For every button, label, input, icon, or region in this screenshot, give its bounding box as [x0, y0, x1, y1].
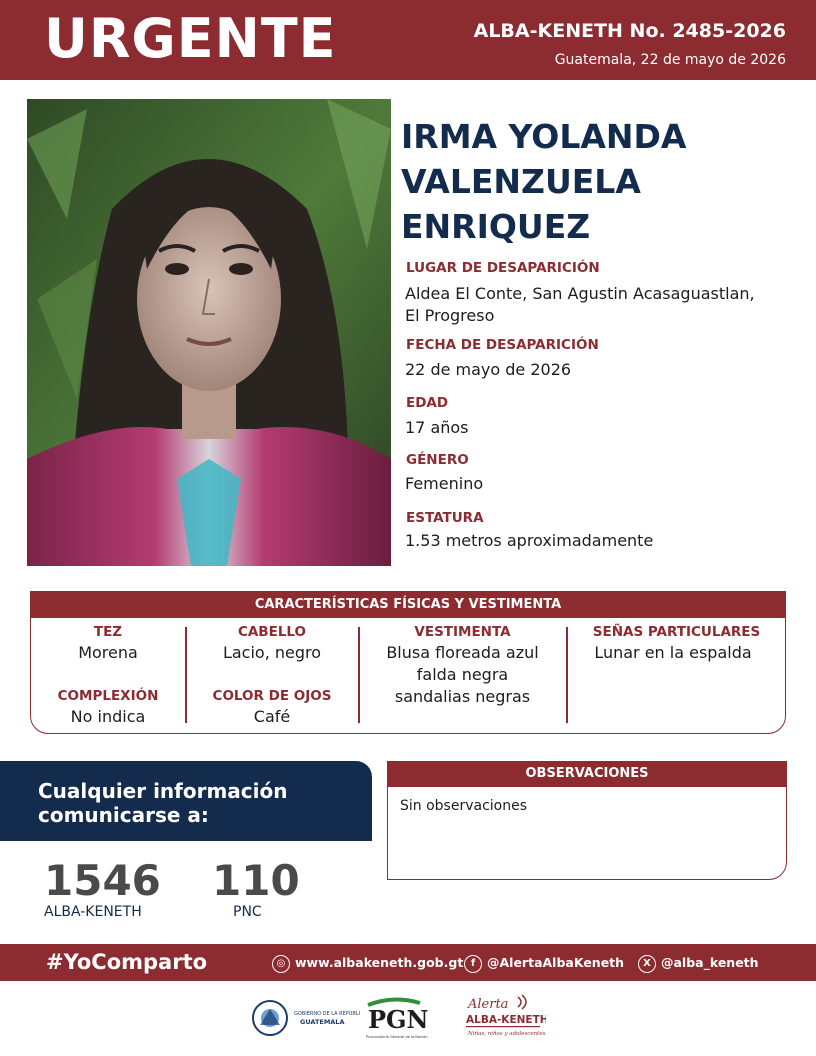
eye-color-label: COLOR DE OJOS	[212, 688, 332, 704]
gender-label: GÉNERO	[406, 452, 469, 468]
observations-title: OBSERVACIONES	[387, 761, 787, 787]
hair-label: CABELLO	[237, 624, 307, 640]
hashtag: #YoComparto	[46, 950, 208, 974]
contact-line-1: Cualquier información	[38, 779, 288, 803]
observations-text: Sin observaciones	[400, 798, 528, 814]
height-label: ESTATURA	[406, 510, 484, 526]
place-value	[405, 283, 805, 327]
website-link[interactable]	[272, 952, 463, 974]
place-label: LUGAR DE DESAPARICIÓN	[406, 260, 600, 276]
height-value: 1.53 metros aproximadamente	[405, 531, 654, 550]
clothing-line-1: Blusa floreada azul	[386, 643, 539, 662]
clothing-label: VESTIMENTA	[414, 624, 511, 640]
pgn-logo	[364, 995, 446, 1041]
portrait-illustration	[27, 99, 391, 566]
clothing-value	[359, 642, 566, 708]
website-text: www.albakeneth.gob.gt	[295, 955, 464, 970]
phone-number-alba-keneth[interactable]: 1546	[44, 856, 161, 905]
pgn-subtext: Procuraduría General de la Nación	[366, 1035, 428, 1039]
phone-label-pnc: PNC	[233, 904, 262, 920]
distinguishing-marks-value: Lunar en la espalda	[594, 643, 752, 662]
complexion-label: COMPLEXIÓN	[57, 688, 159, 704]
age-value: 17 años	[405, 418, 469, 437]
guatemala-government-logo	[250, 995, 360, 1041]
contact-line-2: comunicarse a:	[38, 803, 209, 827]
x-link[interactable]	[638, 952, 759, 974]
age-label: EDAD	[406, 395, 449, 411]
alert-place-date: Guatemala, 22 de mayo de 2026	[554, 52, 786, 68]
characteristics-title: CARACTERÍSTICAS FÍSICAS Y VESTIMENTA	[30, 591, 786, 618]
tez-value: Morena	[78, 643, 138, 662]
ak-name-text: ALBA-KENETH	[466, 1014, 546, 1026]
phone-number-pnc[interactable]: 110	[212, 856, 300, 905]
complexion-value: No indica	[70, 707, 146, 726]
missing-person-photo	[27, 99, 391, 566]
urgent-title: URGENTE	[44, 7, 337, 70]
gender-value: Femenino	[405, 474, 484, 493]
date-label: FECHA DE DESAPARICIÓN	[406, 337, 599, 353]
place-value-line-1: Aldea El Conte, San Agustin Acasaguastlan,	[405, 284, 755, 303]
hair-value: Lacio, negro	[222, 643, 322, 662]
phone-label-alba-keneth: ALBA-KENETH	[44, 904, 142, 920]
eye-color-value: Café	[253, 707, 291, 726]
contact-text	[38, 779, 288, 827]
person-name-line-3: ENRIQUEZ	[401, 207, 591, 246]
clothing-line-3: sandalias negras	[394, 687, 531, 706]
facebook-link[interactable]	[464, 952, 624, 974]
clothing-line-2: falda negra	[416, 665, 509, 684]
x-text: @alba_keneth	[661, 955, 759, 970]
gov-logo-line-1: GOBIERNO DE LA REPÚBLICA	[294, 1011, 360, 1017]
pgn-text: PGN	[368, 1005, 429, 1034]
distinguishing-marks-label: SEÑAS PARTICULARES	[592, 624, 761, 640]
gov-logo-line-2: GUATEMALA	[300, 1018, 345, 1026]
x-icon: X	[638, 955, 656, 973]
globe-icon: ◎	[272, 955, 290, 973]
alba-keneth-logo	[462, 993, 546, 1043]
facebook-text: @AlertaAlbaKeneth	[487, 955, 625, 970]
date-value: 22 de mayo de 2026	[405, 360, 572, 379]
person-name	[401, 114, 801, 249]
ak-subtext: Niñas, niños y adolescentes	[468, 1031, 546, 1037]
person-name-line-1: IRMA YOLANDA	[401, 117, 687, 156]
ak-alerta-text: Alerta	[468, 997, 509, 1012]
facebook-icon: f	[464, 955, 482, 973]
person-name-line-2: VALENZUELA	[401, 162, 641, 201]
place-value-line-2: El Progreso	[405, 306, 495, 325]
alert-number: ALBA-KENETH No. 2485-2026	[473, 20, 786, 42]
tez-label: TEZ	[93, 624, 123, 640]
